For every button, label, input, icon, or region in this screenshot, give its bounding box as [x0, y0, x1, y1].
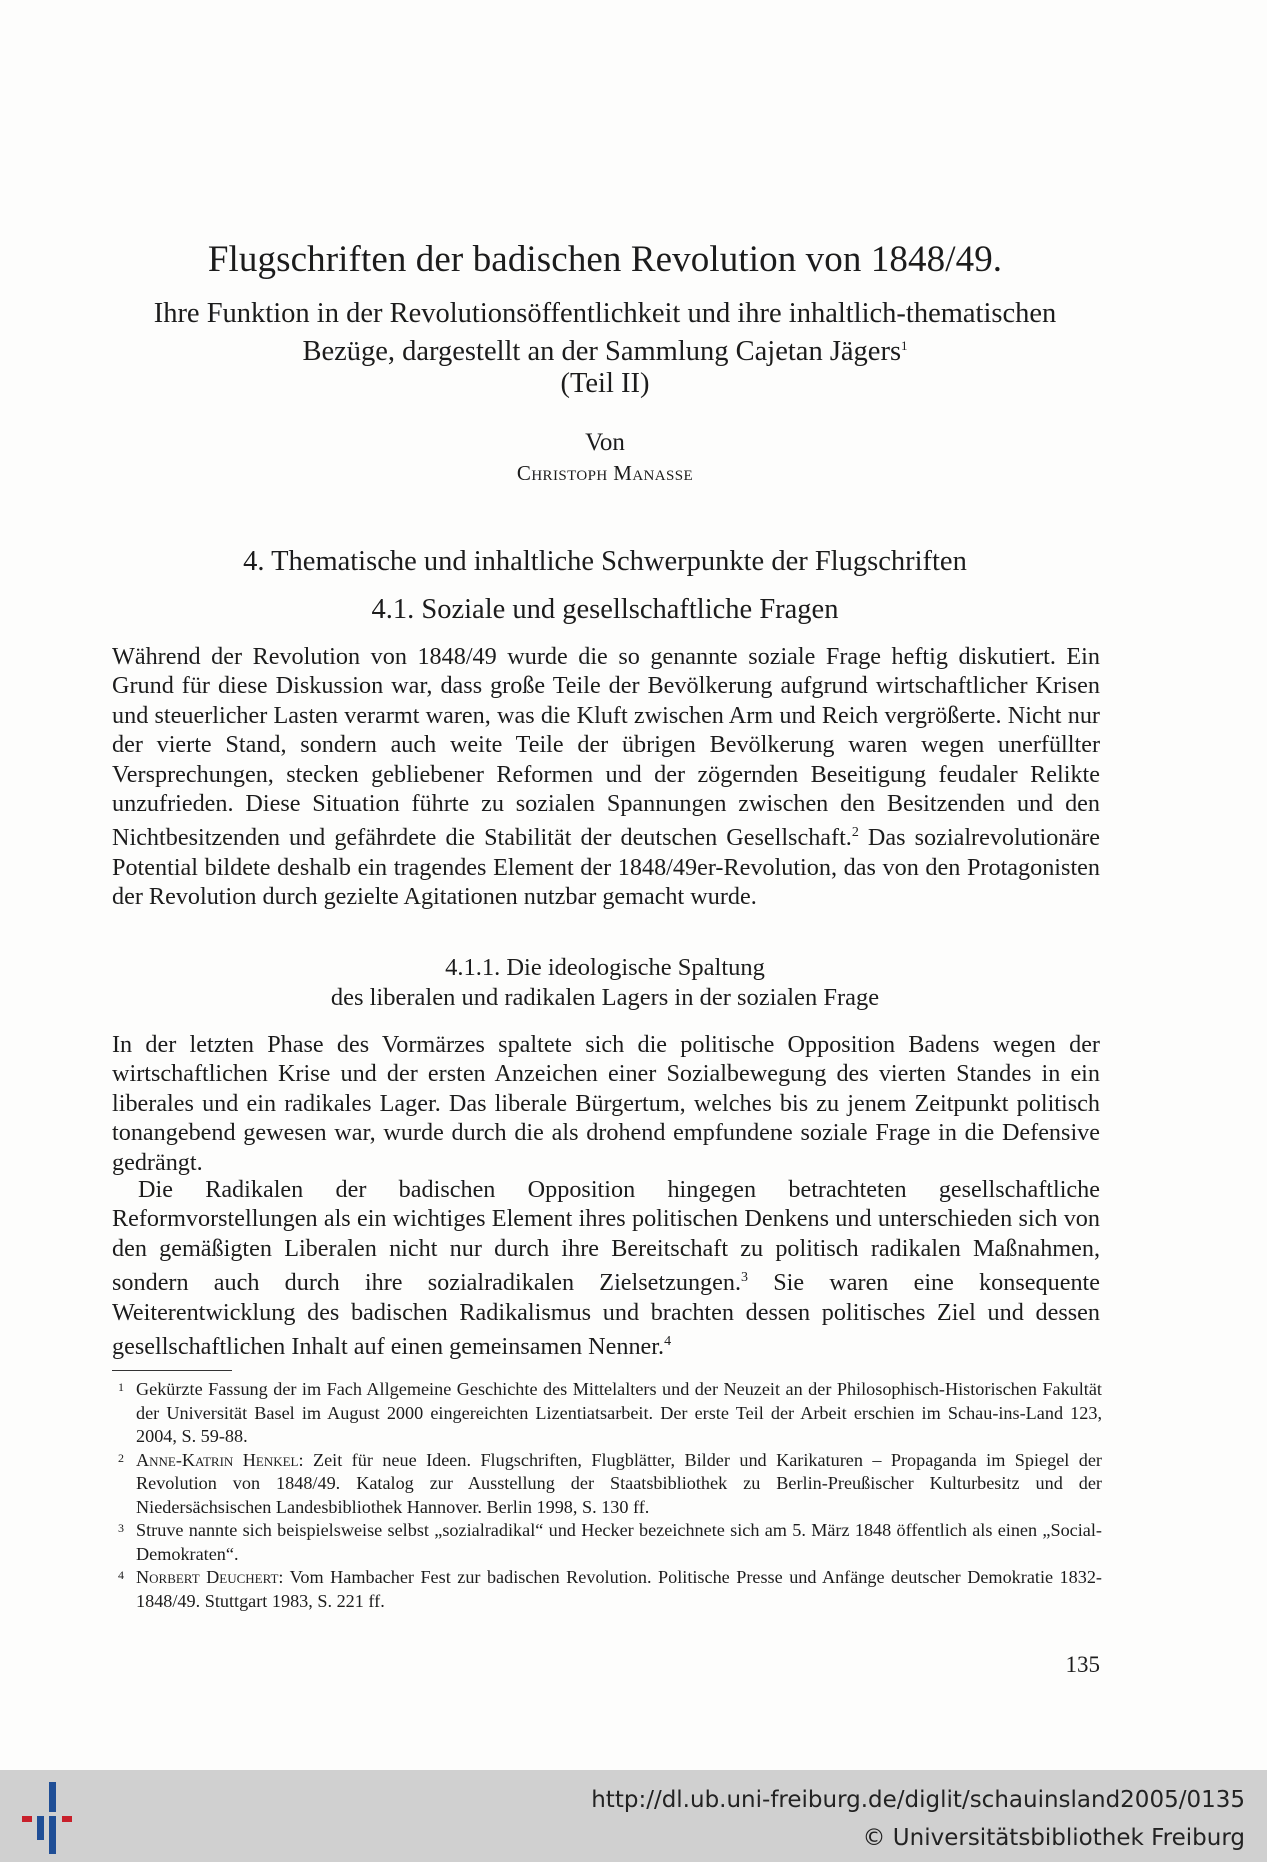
subtitle-line-3: (Teil II) [560, 368, 650, 399]
subsubsection-heading [0, 953, 1210, 1013]
footnote-2 [112, 1449, 1102, 1520]
body-paragraph-2: In der letzten Phase des Vormärzes spaltete sich die politische Opposition Badens wegen der wirtschaftlichen Krise und der ersten Anzeichen einer Sozialbewegung des vierten Standes in ein liberales und ein radikales Lager. Das liberale Bürgertum, welches bis zu jenem Zeitpunkt politisch tonangebend gewesen war, wurde durch die als drohend empfundene soziale Frage in die Defensive gedrängt. [112, 1031, 1100, 1176]
body-paragraph-1: Während der Revolution von 1848/49 wurde die so genannte soziale Frage heftig diskutiert. Ein Grund für diese Diskussion war, dass große Teile der Bevölkerung aufgrund wirtschaftlicher Krisen und steuerlicher Lasten verarmt waren, was die Kluft zwischen Arm und Reich vergrößerte. Nicht nur der vierte Stand, sondern auch weite Teile der übrigen Bevölkerung waren wegen unerfüllter Versprechungen, stecken gebliebener Reformen und der zögernden Beseitigung feudaler Relikte unzufrieden. Diese Situation führte zu sozialen Spannungen zwischen den Besitzenden und den Nichtbesitzenden und gefährdete die Stabilität der deutschen Gesellschaft.$^2$ Das sozialrevolutionäre Potential bildete deshalb ein tragendes Element der 1848/49er-Revolution, das von den Protagonisten der Revolution durch gezielte Agitationen nutzbar gemacht wurde. [112, 643, 1100, 911]
footnote-1 [112, 1378, 1102, 1449]
article-title: Flugschriften der badischen Revolution von 1848/49. [207, 239, 1003, 280]
section-heading: 4. Thematische und inhaltliche Schwerpunkte der Flugschriften [243, 546, 967, 577]
footnote-author: Anne-Katrin Henkel [136, 1449, 299, 1470]
footnote-ref-4[interactable]: 4 [664, 1334, 672, 1350]
ub-freiburg-logo-icon[interactable] [22, 1782, 84, 1854]
footnote-number: 4 [118, 1568, 124, 1582]
footnote-ref-1[interactable]: 1 [901, 338, 908, 353]
footnote-3 [112, 1519, 1102, 1566]
body-paragraph-3: Die Radikalen der badischen Opposition hingegen betrachteten gesellschaftliche Reformvorstellungen als ein wichtiges Element ihres politischen Denkens und unterschieden sich von den gemäßigten Liberalen nicht nur durch ihre Bereitschaft zu politisch radikalen Maßnahmen, sondern auch durch ihre sozialradikalen Zielsetzungen.$^3$ Sie waren eine konsequente Weiterentwicklung des badischen Radikalismus und brachten dessen politisches Ziel und dessen gesellschaftlichen Inhalt auf einen gemeinsamen Nenner.$^4$ [112, 1176, 1100, 1361]
footnote-ref-3[interactable]: 3 [741, 1270, 749, 1286]
footnote-text: Gekürzte Fassung der im Fach Allgemeine Geschichte des Mittelalters und der Neuzeit an der Philosophisch-Historischen Fakultät der Universität Basel im August 2000 eingereichten Lizentiatsarbeit. Der erste Teil der Arbeit erschien im Schau-ins-Land 123, 2004, S. 59-88. [136, 1379, 1102, 1446]
footnote-ref-2[interactable]: 2 [851, 825, 859, 841]
library-footer [0, 1770, 1267, 1862]
footnotes [112, 1378, 1102, 1613]
footnote-text: : Zeit für neue Ideen. Flugschriften, Flugblätter, Bilder und Karikaturen – Propaganda im Spiegel der Revolution von 1848/49. Katalog zur Ausstellung der Staatsbibliothek zu Berlin-Preußischer Kulturbesitz und der Niedersächsischen Landesbibliothek Hannover. Berlin 1998, S. 130 ff. [136, 1449, 1102, 1517]
footnote-text: Struve nannte sich beispielsweise selbst „sozialradikal“ und Hecker bezeichnete sich am 5. März 1848 öffentlich als einen „Social-Demokraten“. [136, 1520, 1102, 1564]
subsection-heading: 4.1. Soziale und gesellschaftliche Fragen [371, 594, 839, 625]
author-name: Christoph Manasse [516, 461, 694, 485]
footnote-author: Norbert Deuchert [136, 1567, 279, 1587]
footnote-number: 1 [118, 1380, 124, 1394]
footnote-divider [112, 1370, 232, 1371]
article-subtitle [0, 298, 1210, 400]
footnote-text: : Vom Hambacher Fest zur badischen Revolution. Politische Presse und Anfänge deutscher Demokratie 1832-1848/49. Stuttgart 1983, S. 221 ff. [136, 1567, 1102, 1611]
subsubsection-heading-line-2: des liberalen und radikalen Lagers in der sozialen Frage [330, 984, 880, 1011]
subtitle-line-2: Bezüge, dargestellt an der Sammlung Cajetan Jägers$^1$ [302, 336, 908, 367]
footnote-4 [112, 1566, 1102, 1613]
footnote-number: 2 [118, 1450, 124, 1465]
subtitle-line-1: Ihre Funktion in der Revolutionsöffentlichkeit und ihre inhaltlich-thematischen [153, 298, 1057, 329]
page-number: 135 [1065, 1652, 1100, 1677]
subsubsection-heading-line-1: 4.1.1. Die ideologische Spaltung [445, 954, 765, 981]
footnote-number: 3 [118, 1521, 124, 1535]
copyright-notice: © Universitätsbibliothek Freiburg [862, 1825, 1245, 1851]
permalink-url[interactable]: http://dl.ub.uni-freiburg.de/diglit/schauinsland2005/0135 [591, 1787, 1245, 1813]
byline: Von [585, 429, 625, 456]
